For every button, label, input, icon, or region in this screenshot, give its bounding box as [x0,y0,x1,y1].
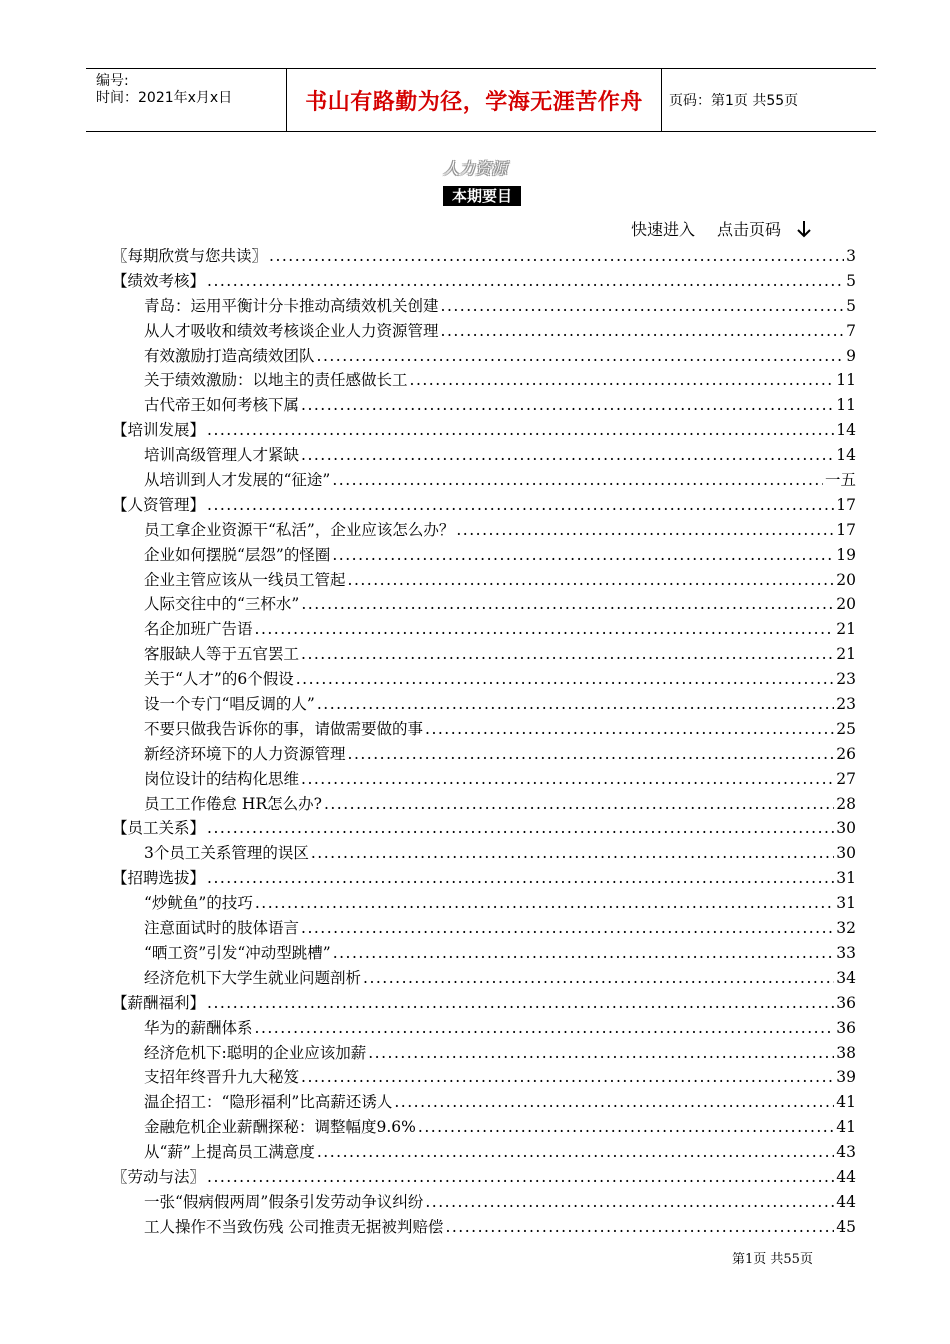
toc-entry[interactable] [112,1090,856,1115]
toc-entry-title: 【招聘选拔】 [112,869,206,888]
toc-entry-title: 支招年终晋升九大秘笈 [144,1068,300,1087]
toc-entry[interactable] [112,841,856,866]
toc-entry[interactable] [112,617,856,642]
toc-page-number-link[interactable]: 38 [836,1043,856,1062]
toc-dot-leader [363,966,834,991]
toc-entry-title: 【培训发展】 [112,421,206,440]
toc-entry-title: 企业主管应该从一线员工管起 [144,570,346,589]
toc-entry-title: 关于绩效激励：以地主的责任感做长工 [144,371,408,390]
toc-dot-leader [207,418,834,443]
toc-page-number-link[interactable]: 45 [836,1217,856,1236]
toc-dot-leader [425,717,834,742]
toc-page-number-link[interactable]: 26 [836,744,856,763]
toc-dot-leader [207,269,844,294]
toc-dot-leader [317,344,845,369]
toc-entry-title: 有效激励打造高绩效团队 [144,346,315,365]
toc-entry-title: 人际交往中的“三杯水” [144,595,300,614]
toc-entry[interactable] [112,1016,856,1041]
toc-page-number-link[interactable]: 14 [836,446,856,465]
document-time-label: 时间：2021年x月x日 [96,90,233,106]
toc-entry-title: 关于“人才”的6个假设 [144,670,294,689]
page-footer: 第1页 共55页 [732,1252,813,1267]
toc-page-number-link[interactable]: 33 [836,943,856,962]
toc-entry-title: 培训高级管理人才紧缺 [144,446,300,465]
toc-dot-leader [301,443,834,468]
toc-page-number-link[interactable]: 19 [836,545,856,564]
toc-entry[interactable] [112,393,856,418]
toc-entry[interactable] [112,767,856,792]
toc-entry-title: 经济危机下:聪明的企业应该加薪 [144,1043,367,1062]
toc-section-heading[interactable] [112,991,856,1016]
toc-dot-leader [333,941,835,966]
toc-page-number-link[interactable]: 39 [836,1068,856,1087]
toc-section-heading[interactable] [112,1165,856,1190]
toc-entry[interactable] [112,717,856,742]
toc-dot-leader [311,841,834,866]
toc-entry-title: 新经济环境下的人力资源管理 [144,744,346,763]
toc-entry[interactable] [112,1190,856,1215]
toc-entry[interactable] [112,294,856,319]
quick-enter-label: 快速进入 [631,220,696,239]
toc-page-number-link[interactable]: 44 [836,1192,856,1211]
toc-section-heading[interactable] [112,493,856,518]
toc-page-number-link[interactable]: 23 [836,670,856,689]
toc-entry-title: 【绩效考核】 [112,271,206,290]
toc-entry[interactable] [112,368,856,393]
toc-entry[interactable] [112,319,856,344]
toc-dot-leader [269,244,844,269]
toc-page-number-link[interactable]: 17 [836,520,856,539]
toc-entry-title: “炒鱿鱼”的技巧 [144,894,253,913]
header-motto-cell [286,69,662,131]
toc-page-number-link[interactable]: 25 [836,719,856,738]
toc-entry-title: 员工拿企业资源干“私活”，企业应该怎么办？ [144,520,455,539]
toc-entry[interactable] [112,344,856,369]
toc-entry-title: 〖每期欣赏与您共读〗 [112,247,268,265]
toc-page-number-link[interactable]: 14 [836,421,856,440]
toc-page-number-link[interactable]: 30 [836,844,856,863]
toc-entry[interactable] [112,543,856,568]
toc-dot-leader [207,1165,834,1190]
toc-dot-leader [317,1140,834,1165]
toc-page-number-link[interactable]: 21 [836,620,856,639]
toc-page-number-link[interactable]: 11 [836,371,856,390]
quick-nav [631,217,813,240]
toc-dot-leader [207,866,834,891]
toc-entry[interactable] [112,742,856,767]
toc-dot-leader [255,617,835,642]
toc-dot-leader [324,792,834,817]
toc-page-number-link[interactable]: 41 [836,1093,856,1112]
header-page-info: 页码：第1页 共55页 [669,93,799,109]
toc-entry[interactable] [112,1065,856,1090]
toc-dot-leader [301,916,834,941]
toc-page-number-link[interactable]: 5 [846,296,856,315]
click-page-label: 点击页码 [717,220,782,239]
toc-page-number-link[interactable]: 44 [836,1167,856,1186]
toc-entry[interactable] [112,1041,856,1066]
toc-page-number-link[interactable]: 43 [836,1143,856,1162]
toc-page-number-link[interactable]: 5 [846,271,856,290]
toc-page-number-link[interactable]: 3 [846,247,856,265]
toc-entry-title: 金融危机企业薪酬探秘：调整幅度9.6% [144,1118,416,1137]
toc-entry-title: 员工工作倦怠 HR怎么办? [144,794,322,813]
toc-entry-title: “晒工资”引发“冲动型跳槽” [144,943,331,962]
toc-dot-leader [348,568,835,593]
toc-page-number-link[interactable]: 一五 [824,471,856,490]
toc-dot-leader [207,991,834,1016]
toc-entry[interactable] [112,443,856,468]
toc-page-number-link[interactable]: 20 [836,570,856,589]
toc-entry[interactable] [112,642,856,667]
toc-section-heading[interactable] [112,244,856,269]
toc-page-number-link[interactable]: 11 [836,396,856,415]
toc-section-heading[interactable] [112,418,856,443]
toc-entry-title: 设一个专门“唱反调的人” [144,695,315,714]
toc-entry-title: 经济危机下大学生就业问题剖析 [144,968,362,987]
toc-page-number-link[interactable]: 20 [836,595,856,614]
toc-entry[interactable] [112,1215,856,1240]
header-meta [86,69,286,131]
document-number-label: 编号: [96,73,129,89]
toc-dot-leader [301,393,834,418]
toc-entry-title: 从培训到人才发展的“征途” [144,471,331,490]
toc-entry[interactable] [112,966,856,991]
toc-dot-leader [301,1065,834,1090]
toc-entry-title: 名企加班广告语 [144,620,253,639]
toc-dot-leader [456,518,834,543]
toc-entry[interactable] [112,518,856,543]
toc-entry-title: 古代帝王如何考核下属 [144,396,300,415]
toc-dot-leader [301,592,834,617]
toc-section-heading[interactable] [112,816,856,841]
toc-dot-leader [410,368,835,393]
toc-section-heading[interactable] [112,866,856,891]
page-header [86,68,876,132]
toc-entry[interactable] [112,916,856,941]
toc-section-heading[interactable] [112,269,856,294]
toc-entry[interactable] [112,1140,856,1165]
toc-entry[interactable] [112,891,856,916]
toc-dot-leader [441,294,845,319]
toc-entry-title: 岗位设计的结构化思维 [144,769,300,788]
toc-entry-title: 客服缺人等于五官罢工 [144,645,300,664]
toc-page-number-link[interactable]: 41 [836,1118,856,1137]
toc-dot-leader [255,891,834,916]
toc-dot-leader [445,1215,834,1240]
toc-page-number-link[interactable]: 28 [836,794,856,813]
toc-dot-leader [301,767,834,792]
toc-dot-leader [207,816,834,841]
toc-entry[interactable] [112,792,856,817]
toc-entry[interactable] [112,941,856,966]
toc-dot-leader [394,1090,834,1115]
toc-dot-leader [418,1115,834,1140]
toc-entry[interactable] [112,468,856,493]
toc-dot-leader [301,642,834,667]
toc-entry[interactable] [112,1115,856,1140]
toc-page-number-link[interactable]: 36 [836,1018,856,1037]
toc-dot-leader [317,692,834,717]
toc-dot-leader [425,1190,834,1215]
toc-page-number-link[interactable]: 34 [836,968,856,987]
toc-dot-leader [296,667,835,692]
toc-entry-title: 企业如何摆脱“层怨”的怪圈 [144,545,331,564]
toc-entry[interactable] [112,692,856,717]
toc-page-number-link[interactable]: 17 [836,495,856,514]
toc-page-number-link[interactable]: 7 [846,321,856,340]
header-motto: 书山有路勤为径，学海无涯苦作舟 [305,89,643,115]
toc-entry[interactable] [112,568,856,593]
toc-entry-title: 【人资管理】 [112,495,206,514]
toc-page-number-link[interactable]: 32 [836,919,856,938]
toc-page-number-link[interactable]: 31 [836,869,856,888]
toc-dot-leader [255,1016,835,1041]
toc-dot-leader [207,493,834,518]
toc-dot-leader [348,742,835,767]
toc-entry-title: 从“薪”上提高员工满意度 [144,1143,315,1162]
issue-contents-label: 本期要目 [443,186,521,206]
toc-page-number-link[interactable]: 9 [846,346,856,365]
toc-page-number-link[interactable]: 36 [836,993,856,1012]
toc-page-number-link[interactable]: 31 [836,894,856,913]
toc-entry-title: 不要只做我告诉你的事，请做需要做的事 [144,719,424,738]
toc-entry-title: 【员工关系】 [112,819,206,838]
arrow-down-icon [795,219,813,239]
toc-entry-title: 青岛：运用平衡计分卡推动高绩效机关创建 [144,296,439,315]
toc-entry-title: 【薪酬福利】 [112,993,206,1012]
toc-entry-title: 一张“假病假两周”假条引发劳动争议纠纷 [144,1192,424,1211]
toc-entry-title: 从人才吸收和绩效考核谈企业人力资源管理 [144,321,439,340]
toc-dot-leader [441,319,845,344]
toc-dot-leader [332,543,834,568]
toc-dot-leader [332,468,823,493]
toc-dot-leader [368,1041,834,1066]
table-of-contents [112,244,856,1240]
toc-entry-title: 注意面试时的肢体语言 [144,919,300,938]
toc-page-number-link[interactable]: 21 [836,645,856,664]
toc-entry-title: 〖劳动与法〗 [112,1167,206,1186]
document-title: 人力资源 [442,159,507,178]
toc-entry-title: 温企招工：“隐形福利”比高薪还诱人 [144,1093,393,1112]
toc-page-number-link[interactable]: 30 [836,819,856,838]
toc-entry[interactable] [112,592,856,617]
toc-entry-title: 华为的薪酬体系 [144,1018,253,1037]
toc-page-number-link[interactable]: 23 [836,695,856,714]
header-page-cell [661,69,876,131]
toc-entry-title: 工人操作不当致伤残 公司推责无据被判赔偿 [144,1217,444,1236]
toc-entry-title: 3个员工关系管理的误区 [144,844,309,863]
toc-entry[interactable] [112,667,856,692]
toc-page-number-link[interactable]: 27 [836,769,856,788]
